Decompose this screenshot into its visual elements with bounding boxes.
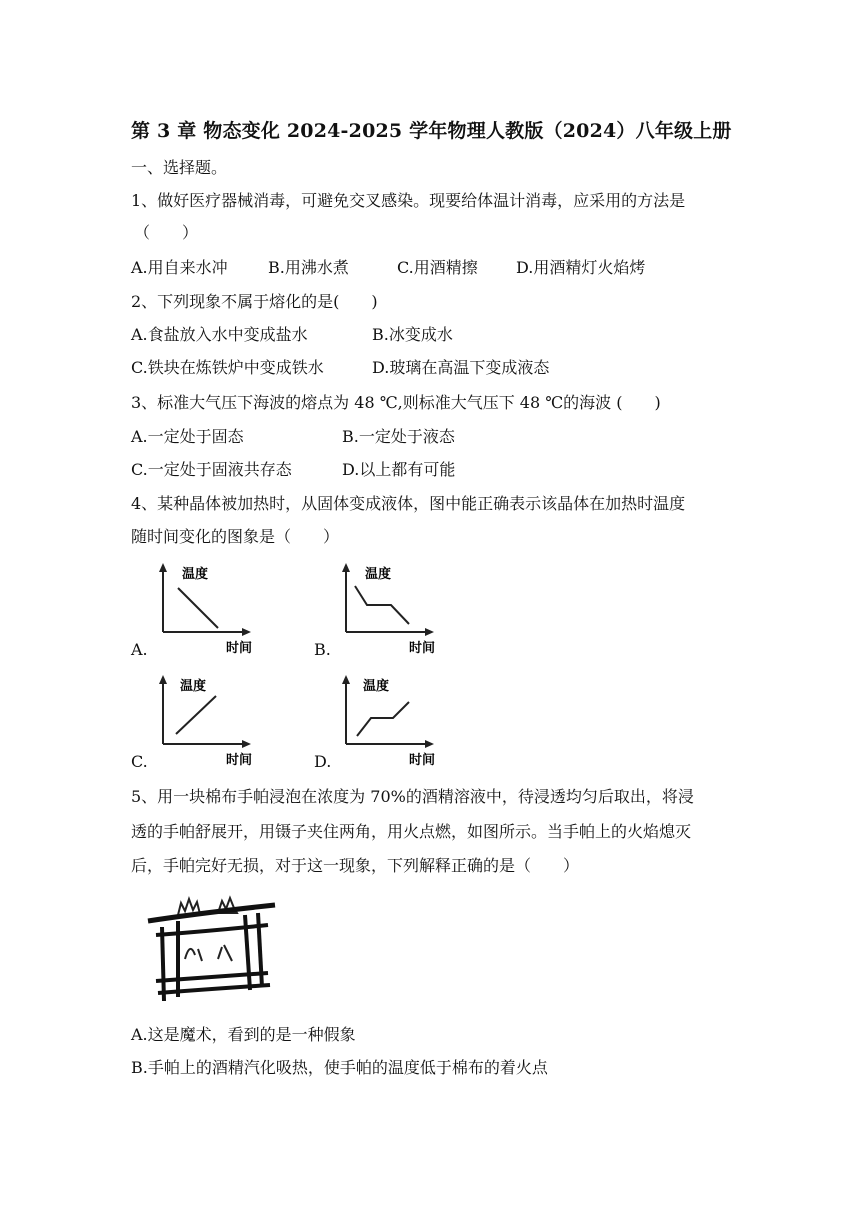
graph-d-y-arrow <box>342 675 350 684</box>
graph-b <box>333 560 443 660</box>
q5-option-a: A.这是魔术，看到的是一种假象 <box>131 1025 356 1044</box>
tongs-bar <box>148 905 275 921</box>
q2-option-d: D.玻璃在高温下变成液态 <box>372 358 550 377</box>
q1-option-a: A.用自来水冲 <box>131 258 228 277</box>
graph-d-curve <box>357 702 409 736</box>
graph-a-xlabel: 时间 <box>226 641 253 656</box>
question-5-text-line1: 5、用一块棉布手帕浸泡在浓度为 70%的酒精溶液中，待浸透均匀后取出，将浸 <box>131 787 694 806</box>
question-2-text: 2、下列现象不属于熔化的是( ) <box>131 292 378 311</box>
graph-a-ylabel: 温度 <box>182 567 209 582</box>
graph-d-ylabel: 温度 <box>363 679 390 694</box>
question-4-text-line1: 4、某种晶体被加热时，从固体变成液体，图中能正确表示该晶体在加热时温度 <box>131 494 686 513</box>
question-4-text-line2: 随时间变化的图象是（ ） <box>131 527 340 546</box>
graph-a <box>150 560 260 660</box>
q3-option-d: D.以上都有可能 <box>342 460 456 479</box>
graph-c-curve <box>176 696 216 734</box>
question-5-text-line3: 后，手帕完好无损，对于这一现象，下列解释正确的是（ ） <box>131 856 580 875</box>
graph-b-y-arrow <box>342 563 350 572</box>
graph-d <box>333 672 443 772</box>
graph-c <box>150 672 260 772</box>
q5-option-b: B.手帕上的酒精汽化吸热，使手帕的温度低于棉布的着火点 <box>131 1058 548 1077</box>
graph-d-x-arrow <box>425 740 434 748</box>
graph-c-x-arrow <box>242 740 251 748</box>
q2-option-a: A.食盐放入水中变成盐水 <box>131 325 308 344</box>
question-3-text: 3、标准大气压下海波的熔点为 48 ℃,则标准大气压下 48 ℃的海波 ( ) <box>131 393 661 412</box>
q1-option-b: B.用沸水煮 <box>268 258 349 277</box>
page-title: 第 3 章 物态变化 2024-2025 学年物理人教版（2024）八年级上册 <box>131 120 732 142</box>
handkerchief-figure <box>140 893 280 1008</box>
section-heading: 一、选择题。 <box>131 158 228 177</box>
q2-option-b: B.冰变成水 <box>372 325 453 344</box>
graph-c-label: C. <box>131 752 148 771</box>
q3-option-c: C.一定处于固液共存态 <box>131 460 292 479</box>
graph-c-y-arrow <box>159 675 167 684</box>
squiggle-1 <box>185 949 202 961</box>
graph-c-ylabel: 温度 <box>180 679 207 694</box>
graph-b-label: B. <box>314 640 331 659</box>
question-5-text-line2: 透的手帕舒展开，用镊子夹住两角，用火点燃，如图所示。当手帕上的火焰熄灭 <box>131 822 692 841</box>
graph-b-ylabel: 温度 <box>365 567 392 582</box>
graph-a-label: A. <box>131 640 148 659</box>
graph-d-xlabel: 时间 <box>409 753 436 768</box>
graph-c-xlabel: 时间 <box>226 753 253 768</box>
graph-d-label: D. <box>314 752 332 771</box>
q3-option-a: A.一定处于固态 <box>131 427 244 446</box>
question-1-paren: （ ） <box>134 223 199 242</box>
q2-option-c: C.铁块在炼铁炉中变成铁水 <box>131 358 324 377</box>
q3-option-b: B.一定处于液态 <box>342 427 455 446</box>
graph-a-y-arrow <box>159 563 167 572</box>
question-1-text: 1、做好医疗器械消毒，可避免交叉感染。现要给体温计消毒，应采用的方法是 <box>131 191 686 210</box>
graph-b-curve <box>355 586 409 624</box>
squiggle-2 <box>218 945 232 961</box>
graph-a-curve <box>178 588 218 628</box>
q1-option-d: D.用酒精灯火焰烤 <box>516 258 646 277</box>
graph-b-x-arrow <box>425 628 434 636</box>
q1-option-c: C.用酒精擦 <box>397 258 478 277</box>
graph-b-xlabel: 时间 <box>409 641 436 656</box>
graph-a-x-arrow <box>242 628 251 636</box>
